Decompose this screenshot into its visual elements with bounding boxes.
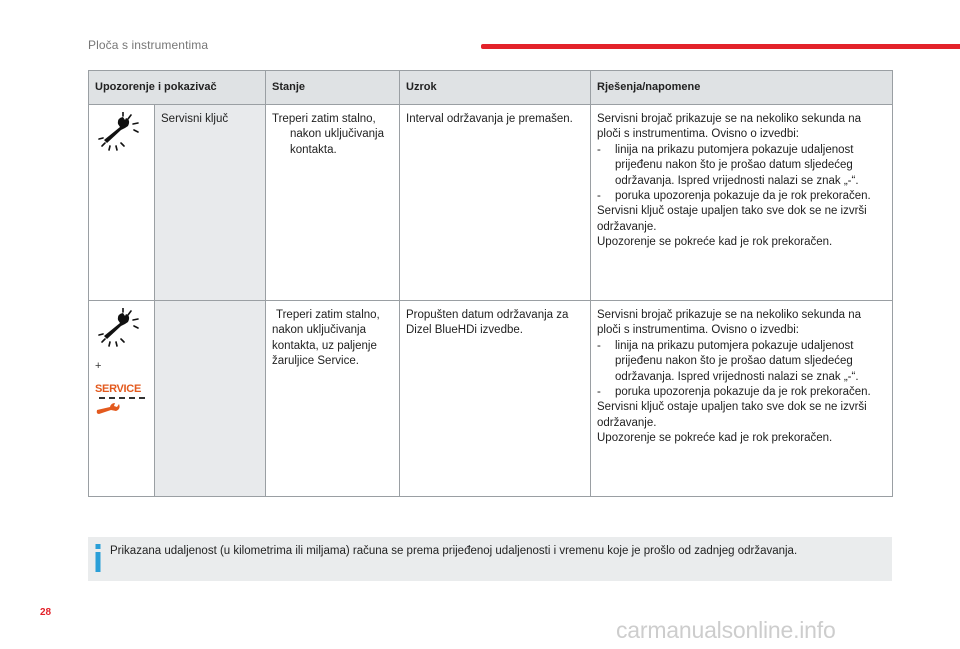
info-text: Prikazana udaljenost (u kilometrima ili miljama) računa se prema prijeđenoj udaljenosti i vremenu koje je prošlo od zadnjeg održavanja.	[110, 545, 798, 557]
wrench-icon	[95, 308, 141, 348]
indicator-cell	[89, 301, 155, 497]
header-cause: Uzrok	[400, 71, 591, 105]
indicator-name	[155, 301, 266, 497]
info-icon	[94, 544, 102, 572]
service-label: SERVICE	[95, 382, 141, 395]
section-title: Ploča s instrumentima	[88, 38, 209, 52]
table-row	[89, 301, 893, 497]
notes-bullet: - linija na prikazu putomjera pokazuje udaljenost prijeđenu nakon što je prošao datum sljedećeg održavanja. Ispred vrijednosti nalazi se znak „-“.	[597, 339, 859, 383]
header-warning: Upozorenje i pokazivač	[89, 71, 266, 105]
state-text: Treperi zatim stalno, nakon uključivanja kontakta.	[272, 113, 384, 156]
indicator-name: Servisni ključ	[155, 105, 266, 301]
table-header-row	[89, 71, 893, 105]
wrench-icon	[95, 401, 121, 415]
warning-table	[88, 70, 893, 497]
header-notes: Rješenja/napomene	[591, 71, 893, 105]
table-row	[89, 105, 893, 301]
state-cell	[266, 301, 400, 497]
notes-text: Upozorenje se pokreće kad je rok prekoračen.	[597, 236, 833, 249]
service-dashes	[99, 397, 145, 399]
page-number: 28	[40, 607, 52, 618]
indicator-cell	[89, 105, 155, 301]
cause-cell: Propušten datum održavanja za Dizel BlueHDi izvedbe.	[400, 301, 591, 497]
header-accent-bar	[481, 44, 960, 49]
notes-text: Servisni ključ ostaje upaljen tako sve dok se ne izvrši održavanje.	[597, 205, 867, 233]
wrench-icon	[95, 112, 141, 152]
notes-bullet: - poruka upozorenja pokazuje da je rok prekoračen.	[597, 190, 871, 203]
watermark: carmanualsonline.info	[616, 617, 836, 643]
notes-bullet: - poruka upozorenja pokazuje da je rok prekoračen.	[597, 386, 871, 399]
notes-text: Upozorenje se pokreće kad je rok prekoračen.	[597, 432, 833, 445]
notes-cell	[591, 105, 893, 301]
state-cell	[266, 105, 400, 301]
state-text: Treperi zatim stalno, nakon uključivanja kontakta, uz paljenje žaruljice Service.	[272, 309, 380, 368]
notes-text: Servisni ključ ostaje upaljen tako sve dok se ne izvrši održavanje.	[597, 401, 867, 429]
info-box	[88, 537, 892, 581]
cause-cell: Interval održavanja je premašen.	[400, 105, 591, 301]
notes-bullet: - linija na prikazu putomjera pokazuje udaljenost prijeđenu nakon što je prošao datum sljedećeg održavanja. Ispred vrijednosti nalazi se znak „-“.	[597, 143, 859, 187]
plus-sign: +	[95, 360, 102, 373]
header-state: Stanje	[266, 71, 400, 105]
notes-intro: Servisni brojač prikazuje se na nekoliko sekunda na ploči s instrumentima. Ovisno o izvedbi:	[597, 309, 862, 337]
notes-intro: Servisni brojač prikazuje se na nekoliko sekunda na ploči s instrumentima. Ovisno o izvedbi:	[597, 113, 862, 141]
notes-cell	[591, 301, 893, 497]
